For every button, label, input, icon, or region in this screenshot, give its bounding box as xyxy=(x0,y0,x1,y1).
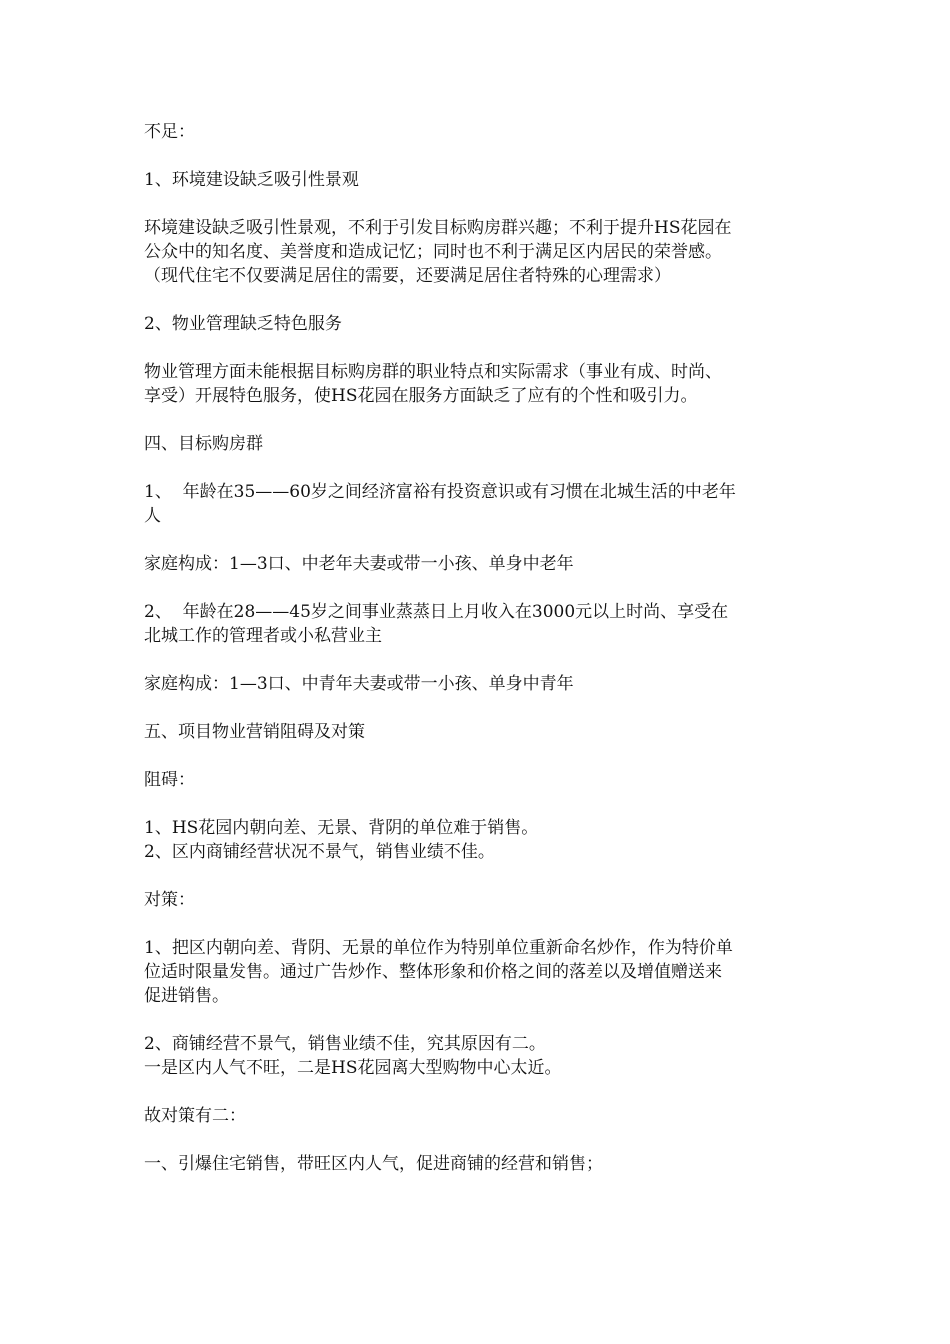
text-line: 促进销售。 xyxy=(144,986,229,1006)
text-line: 享受）开展特色服务，使HS花园在服务方面缺乏了应有的个性和吸引力。 xyxy=(144,386,698,406)
text-line: 故对策有二： xyxy=(144,1106,246,1126)
paragraph xyxy=(144,936,810,1008)
paragraph xyxy=(144,1032,810,1080)
paragraph xyxy=(144,816,810,864)
paragraph xyxy=(144,312,810,336)
text-line: 位适时限量发售。通过广告炒作、整体形象和价格之间的落差以及增值赠送来 xyxy=(144,962,722,982)
paragraph xyxy=(144,720,810,744)
text-line: 一、引爆住宅销售，带旺区内人气，促进商铺的经营和销售； xyxy=(144,1154,603,1174)
paragraph xyxy=(144,120,810,144)
paragraph xyxy=(144,1104,810,1128)
paragraph xyxy=(144,1152,810,1176)
text-line: 环境建设缺乏吸引性景观，不利于引发目标购房群兴趣；不利于提升HS花园在 xyxy=(144,218,732,238)
text-line: 1、 年龄在35——60岁之间经济富裕有投资意识或有习惯在北城生活的中老年 xyxy=(144,482,736,502)
paragraph xyxy=(144,888,810,912)
text-line: 一是区内人气不旺，二是HS花园离大型购物中心太近。 xyxy=(144,1058,562,1078)
text-line: 家庭构成：1—3口、中老年夫妻或带一小孩、单身中老年 xyxy=(144,554,574,574)
text-line: 北城工作的管理者或小私营业主 xyxy=(144,626,382,646)
text-line: 阻碍： xyxy=(144,770,195,790)
text-line: 公众中的知名度、美誉度和造成记忆；同时也不利于满足区内居民的荣誉感。 xyxy=(144,242,722,262)
paragraph xyxy=(144,552,810,576)
paragraph xyxy=(144,168,810,192)
text-line: （现代住宅不仅要满足居住的需要，还要满足居住者特殊的心理需求） xyxy=(144,266,671,286)
text-line: 1、把区内朝向差、背阴、无景的单位作为特别单位重新命名炒作，作为特价单 xyxy=(144,938,733,958)
text-line: 1、HS花园内朝向差、无景、背阴的单位难于销售。 xyxy=(144,818,539,838)
text-line: 物业管理方面未能根据目标购房群的职业特点和实际需求（事业有成、时尚、 xyxy=(144,362,722,382)
text-line: 2、商铺经营不景气，销售业绩不佳，究其原因有二。 xyxy=(144,1034,546,1054)
text-line: 家庭构成：1—3口、中青年夫妻或带一小孩、单身中青年 xyxy=(144,674,574,694)
text-line: 2、 年龄在28——45岁之间事业蒸蒸日上月收入在3000元以上时尚、享受在 xyxy=(144,602,729,622)
paragraph xyxy=(144,480,810,528)
text-line: 不足： xyxy=(144,122,195,142)
paragraph xyxy=(144,672,810,696)
paragraph xyxy=(144,360,810,408)
text-line: 四、目标购房群 xyxy=(144,434,263,454)
paragraph xyxy=(144,768,810,792)
paragraph xyxy=(144,216,810,288)
text-line: 五、项目物业营销阻碍及对策 xyxy=(144,722,365,742)
text-line: 对策： xyxy=(144,890,195,910)
text-line: 2、区内商铺经营状况不景气，销售业绩不佳。 xyxy=(144,842,495,862)
text-line: 1、环境建设缺乏吸引性景观 xyxy=(144,170,359,190)
paragraph xyxy=(144,432,810,456)
document-body xyxy=(144,120,810,1200)
text-line: 人 xyxy=(144,506,161,526)
paragraph xyxy=(144,600,810,648)
text-line: 2、物业管理缺乏特色服务 xyxy=(144,314,342,334)
